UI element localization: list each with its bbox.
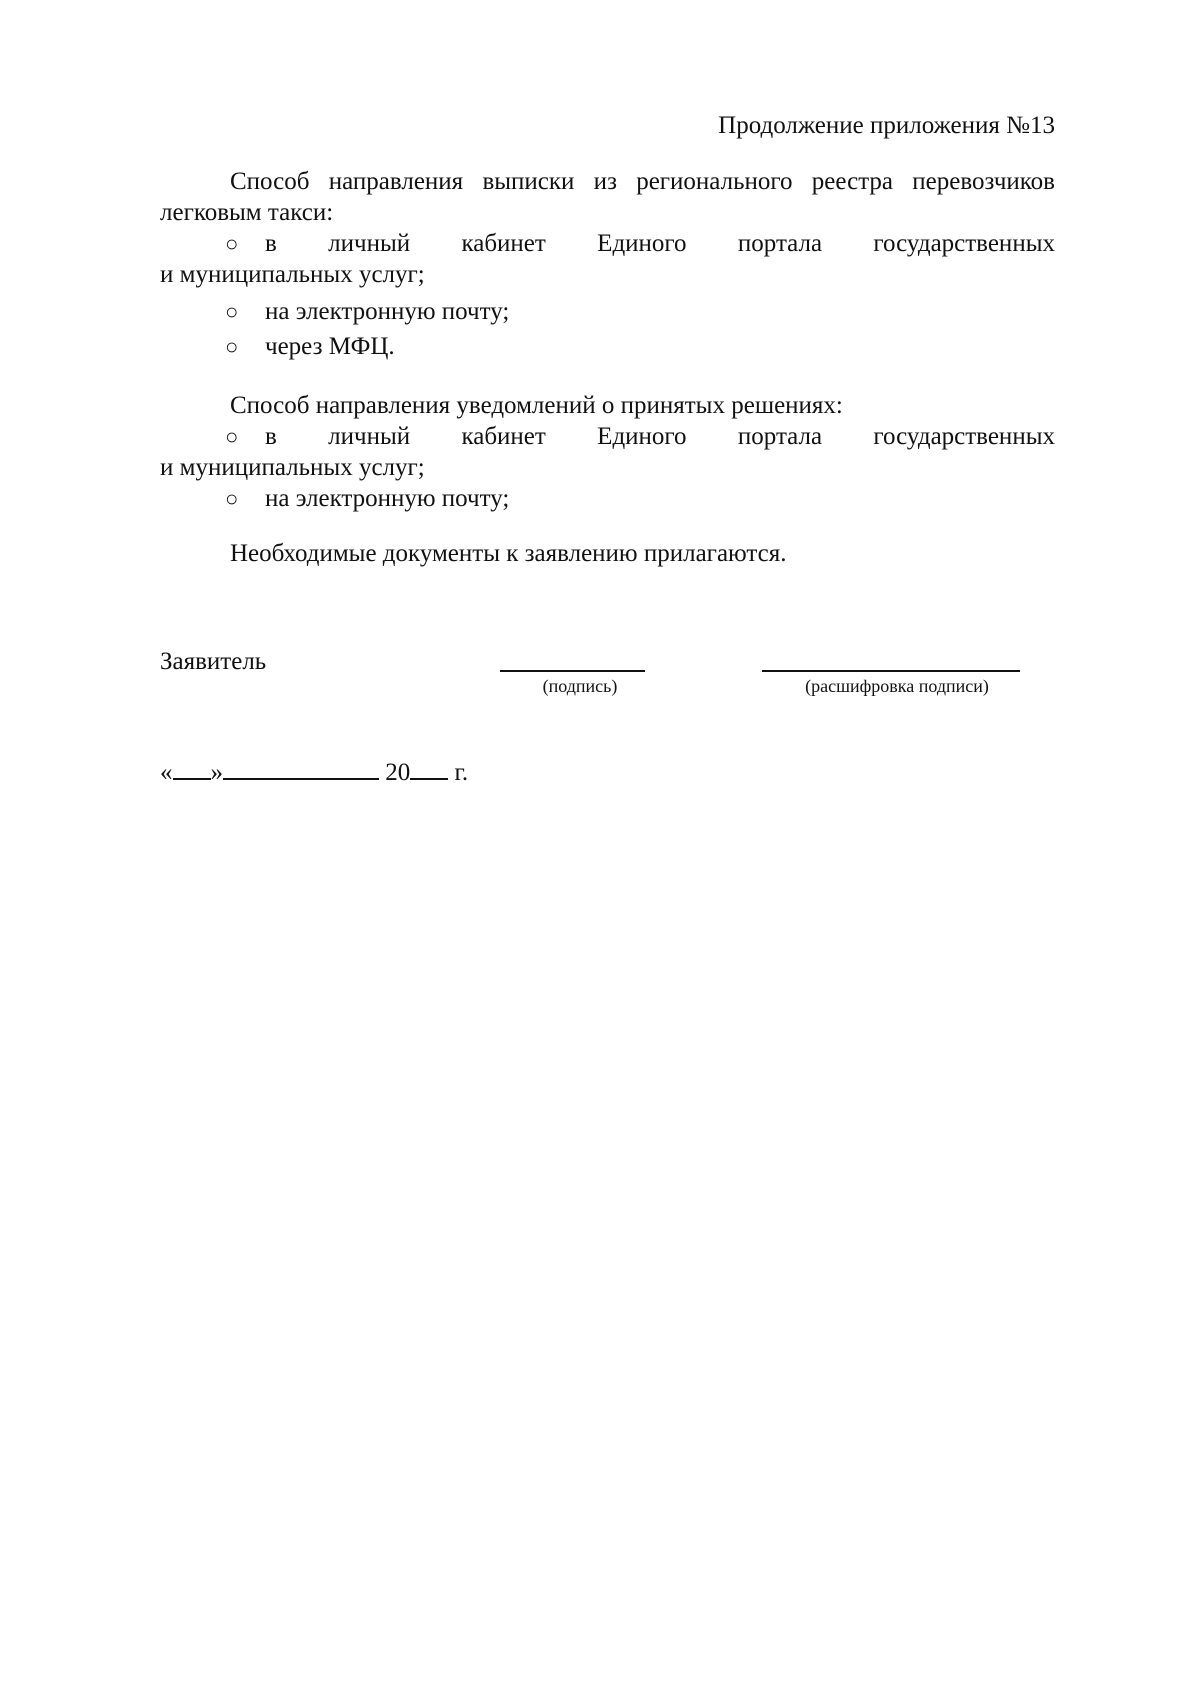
- delivery-method-extract-section: [160, 166, 1055, 362]
- list-item: [160, 421, 1055, 452]
- circle-bullet-icon: ○: [225, 334, 239, 359]
- list-item: [160, 483, 1055, 514]
- attachments-note-block: [160, 538, 1055, 569]
- date-field-row: [160, 756, 468, 787]
- day-blank[interactable]: [173, 756, 211, 780]
- list-item: [160, 331, 1055, 362]
- signature-caption: (подпись): [542, 676, 618, 696]
- circle-bullet-icon: ○: [225, 299, 239, 324]
- signature-decoding-caption: (расшифровка подписи): [805, 676, 989, 696]
- date-close-quote: »: [210, 759, 223, 786]
- applicant-label: Заявитель: [160, 648, 267, 675]
- signature-decoding-line[interactable]: [762, 670, 1020, 672]
- notification-method-section: [160, 390, 1055, 514]
- attachments-note: Необходимые документы к заявлению прилагаются.: [230, 540, 787, 567]
- year-prefix: 20: [385, 759, 411, 786]
- circle-bullet-icon: ○: [225, 231, 239, 256]
- list-item-continuation: [160, 259, 1055, 290]
- notification-method-intro: Способ направления уведомлений о принятых решениях:: [230, 392, 843, 419]
- date-open-quote: «: [160, 759, 173, 786]
- list-item: [160, 228, 1055, 259]
- list-item-continuation: [160, 452, 1055, 483]
- circle-bullet-icon: ○: [225, 486, 239, 511]
- list-item-text: на электронную почту;: [265, 298, 510, 325]
- circle-bullet-icon: ○: [225, 424, 239, 449]
- year-suffix: г.: [454, 759, 469, 786]
- month-blank[interactable]: [223, 756, 379, 780]
- delivery-method-extract-intro: Способ направления выписки из регионального реестра перевозчиков легковым такси:: [160, 168, 1055, 226]
- signature-line[interactable]: [500, 670, 645, 672]
- year-blank[interactable]: [410, 756, 448, 780]
- list-item-text: в личный кабинет Единого портала государственных: [265, 230, 1055, 257]
- appendix-continuation-header: Продолжение приложения №13: [718, 112, 1055, 139]
- list-item-text: в личный кабинет Единого портала государственных: [265, 423, 1055, 450]
- list-item-text: и муниципальных услуг;: [160, 454, 425, 481]
- list-item-text: через МФЦ.: [265, 333, 395, 360]
- list-item: [160, 296, 1055, 327]
- list-item-text: на электронную почту;: [265, 485, 510, 512]
- list-item-text: и муниципальных услуг;: [160, 261, 425, 288]
